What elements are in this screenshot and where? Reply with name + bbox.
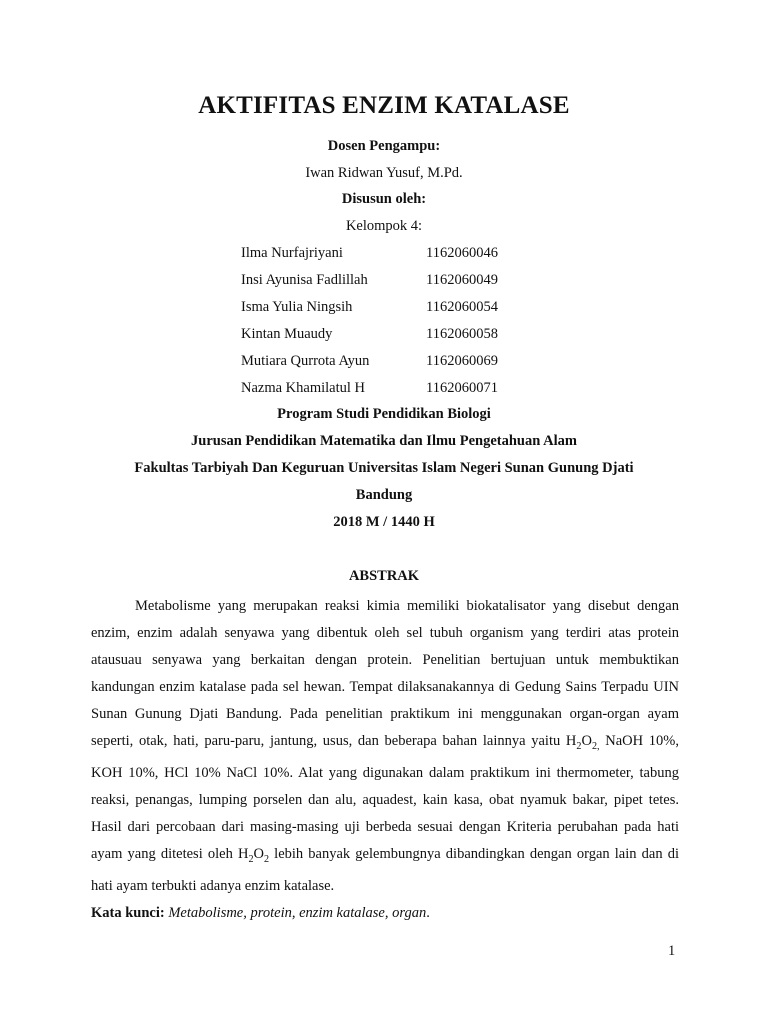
lecturer-heading: Dosen Pengampu: (327, 138, 441, 154)
keywords-end: . (426, 904, 430, 921)
member-name: Mutiara Qurrota Ayun (241, 353, 370, 369)
member-name: Kintan Muaudy (241, 326, 333, 342)
member-name: Ilma Nurfajriyani (241, 245, 343, 261)
member-name: Isma Yulia Ningsih (241, 299, 353, 315)
abstract-text-1: Metabolisme yang merupakan reaksi kimia memiliki biokatalisator yang disebut dengan enzim, enzim adalah senyawa yang dibentuk oleh sel tubuh organism yang terdiri atas protein atausuau senyawa yang berkaitan dengan protein. Penelitian bertujuan untuk membuktikan kandungan enzim katalase pada sel hewan. Tempat dilaksanakannya di Gedung Sains Terpadu UIN Sunan Gunung Djati Bandung. Pada penelitian praktikum ini menggunakan organ-organ ayam seperti, otak, hati, paru-paru, jantung, usus, dan beberapa bahan lainnya yaitu H (91, 598, 679, 749)
document-title: AKTIFITAS ENZIM KATALASE (198, 92, 570, 119)
lecturer-name: Iwan Ridwan Yusuf, M.Pd. (305, 165, 463, 181)
member-nim: 1162060058 (426, 326, 498, 342)
program-name: Program Studi Pendidikan Biologi (277, 406, 491, 422)
abstract-formula: O (253, 845, 264, 862)
keywords-text: Metabolisme, protein, enzim katalase, organ (164, 904, 427, 921)
abstract-heading: ABSTRAK (348, 568, 420, 584)
subscript: 2 (248, 853, 254, 865)
group-label: Kelompok 4: (345, 218, 423, 234)
member-nim: 1162060049 (426, 272, 498, 288)
department-name: Jurusan Pendidikan Matematika dan Ilmu Pengetahuan Alam (191, 433, 577, 449)
abstract-text-2: NaOH 10%, KOH 10%, HCl 10% NaCl 10%. Alat yang digunakan dalam praktikum ini thermometer, tabung reaksi, penangas, lumping porselen dan alu, aquadest, kain kasa, obat nyamuk bakar, pipet tetes. Hasil dari percobaan dari masing-masing uji berbeda sesuai dengan Kriteria perubahan pada hati ayam yang ditetesi oleh H (91, 733, 680, 862)
member-nim: 1162060054 (426, 299, 498, 315)
faculty-name: Fakultas Tarbiyah Dan Keguruan Universitas Islam Negeri Sunan Gunung Djati (134, 460, 634, 476)
member-name: Nazma Khamilatul H (241, 380, 366, 396)
abstract-section (91, 593, 679, 927)
member-nim: 1162060046 (426, 245, 498, 261)
year: 2018 M / 1440 H (333, 514, 435, 530)
member-nim: 1162060069 (426, 353, 498, 369)
member-name: Insi Ayunisa Fadlillah (241, 272, 368, 288)
authors-heading: Disusun oleh: (341, 191, 427, 207)
subscript: 2 (263, 853, 270, 865)
page-number: 1 (668, 943, 676, 959)
keywords-label: Kata kunci: (91, 904, 165, 921)
abstract-formula: O (581, 733, 592, 749)
abstract-paragraph (91, 593, 679, 900)
member-nim: 1162060071 (426, 380, 498, 396)
keywords-line (91, 900, 679, 927)
subscript: 2 (576, 740, 582, 752)
subscript: 2, (591, 740, 600, 752)
city: Bandung (355, 487, 413, 503)
abstract-text-3: lebih banyak gelembungnya dibandingkan dengan organ lain dan di hati ayam terbukti adanya enzim katalase. (91, 845, 679, 894)
